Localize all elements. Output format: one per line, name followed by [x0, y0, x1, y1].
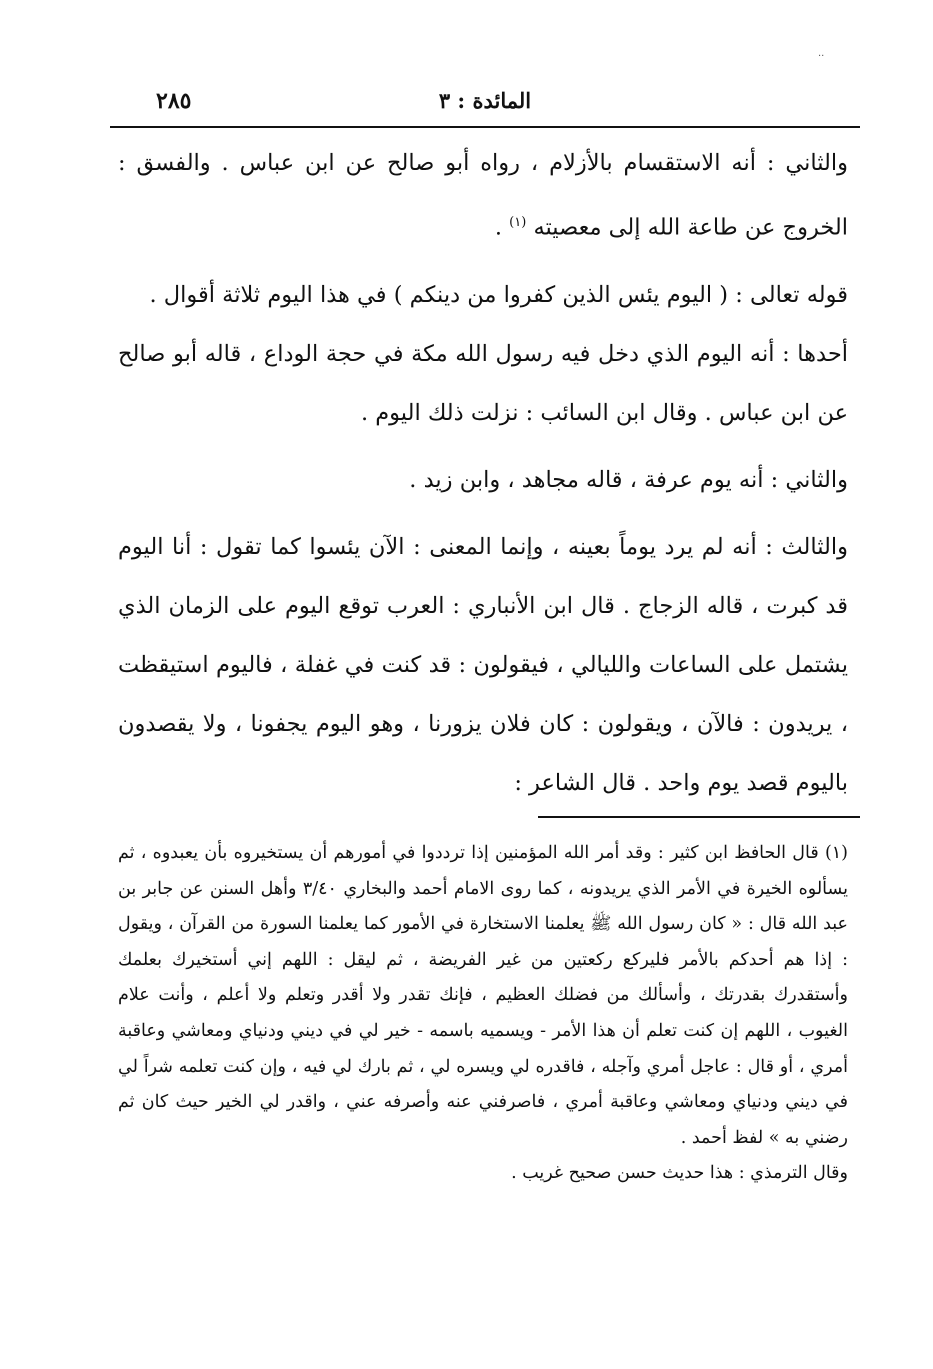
- paragraph: [118, 134, 848, 258]
- paragraph-text: والثاني : أنه الاستقسام بالأزلام ، رواه أبو صالح عن ابن عباس . والفسق : الخروج عن طاعة الله إلى معصيته: [118, 150, 848, 241]
- main-text: [118, 134, 848, 813]
- footnote-rule: [538, 816, 860, 818]
- page-header: [110, 84, 860, 124]
- paragraph-end: .: [494, 214, 510, 241]
- running-title: المائدة : ٣: [438, 88, 532, 113]
- footnote-ref: (١): [509, 215, 527, 230]
- footnotes: [118, 836, 848, 1192]
- page-number: ٢٨٥: [156, 88, 192, 114]
- footnote: وقال الترمذي : هذا حديث حسن صحيح غريب .: [511, 1163, 848, 1184]
- corner-mark: ..: [818, 48, 825, 59]
- header-rule: [110, 126, 860, 128]
- paragraph: قوله تعالى : ( اليوم يئس الذين كفروا من دينكم ) في هذا اليوم ثلاثة أقوال .: [149, 281, 848, 308]
- paragraph: والثالث : أنه لم يرد يوماً بعينه ، وإنما المعنى : الآن يئسوا كما تقول : أنا اليوم قد كبرت ، قاله الزجاج . قال ابن الأنباري : العرب توقع اليوم على الزمان الذي يشتمل على الساعات والليالي ، فيقولون : قد كنت في غفلة ، فاليوم استيقظت ، يريدون : فالآن ، ويقولون : كان فلان يزورنا ، وهو اليوم يجفونا ، ولا يقصدون باليوم قصد يوم واحد . قال الشاعر :: [118, 533, 848, 796]
- footnote: (١) قال الحافظ ابن كثير : وقد أمر الله المؤمنين إذا ترددوا في أمورهم أن يستخيروه بأن يعبدوه ، ثم يسألوه الخيرة في الأمر الذي يريدونه ، كما روى الامام أحمد والبخاري ٣/٤٠ وأهل السنن عن جابر بن عبد الله قال : « كان رسول الله ﷺ يعلمنا الاستخارة في الأمور كما يعلمنا السورة من القرآن ، ويقول : إذا هم أحدكم بالأمر فليركع ركعتين من غير الفريضة ، ثم ليقل : اللهم إني أستخيرك بعلمك وأستقدرك بقدرتك ، وأسألك من فضلك العظيم ، فإنك تقدر ولا أقدر وتعلم ولا أعلم ، وأنت علام الغيوب ، اللهم إن كنت تعلم أن هذا الأمر - ويسميه باسمه - خير لي في ديني ودنياي ومعاشي وعاقبة أمري ، أو قال : عاجل أمري وآجله ، فاقدره لي ويسره لي ، ثم بارك لي فيه ، وإن كنت تعلمه شراً لي في ديني ودنياي ومعاشي وعاقبة أمري ، فاصرفني عنه وأصرفه عني ، واقدر لي الخير حيث كان ثم رضني به » لفظ أحمد .: [118, 843, 848, 1148]
- paragraph: أحدها : أنه اليوم الذي دخل فيه رسول الله مكة في حجة الوداع ، قاله أبو صالح عن ابن عباس . وقال ابن السائب : نزلت ذلك اليوم .: [118, 340, 848, 426]
- paragraph: والثاني : أنه يوم عرفة ، قاله مجاهد ، وابن زيد .: [409, 466, 848, 493]
